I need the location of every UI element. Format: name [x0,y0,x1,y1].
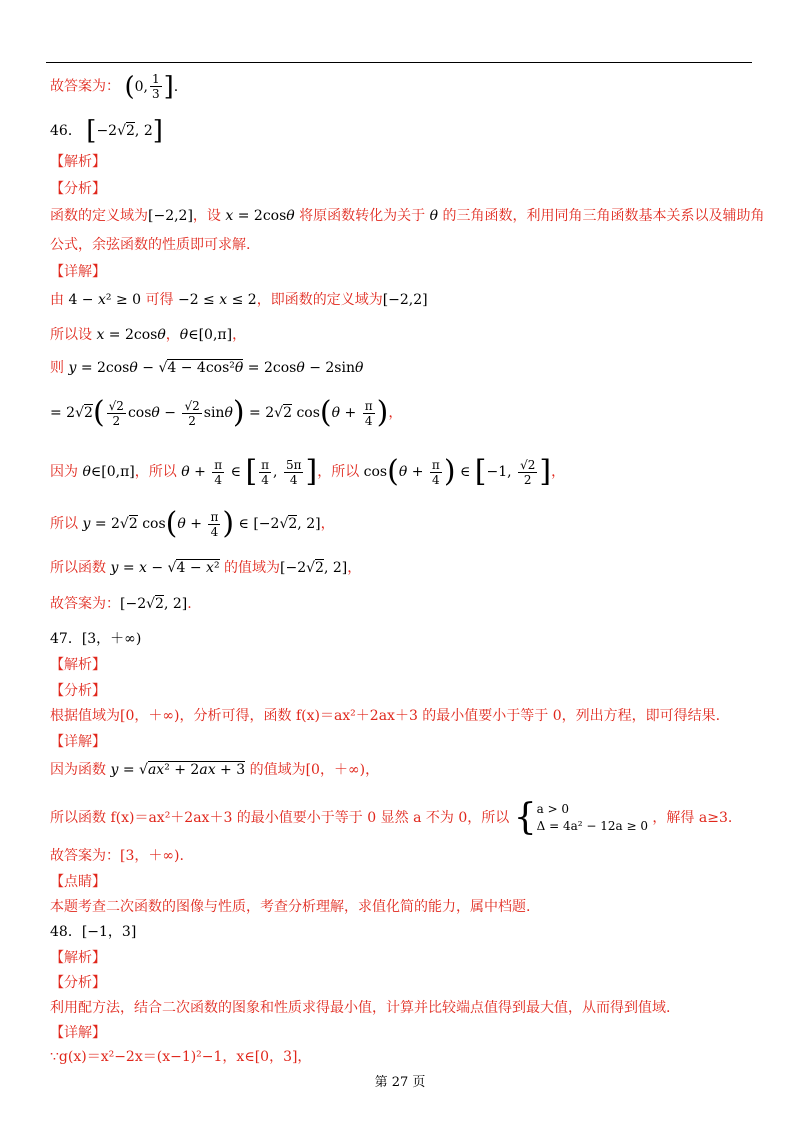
section-jiexi: 【解析】 [50,657,106,673]
section-fenxi: 【分析】 [50,975,106,991]
problem-47-heading: 47．[3，＋∞) [50,631,142,647]
answer-label: 故答案为： [50,78,120,95]
fenxi-47: 根据值域为[0，＋∞)，分析可得，函数 f(x)＝ax²＋2ax＋3 的最小值要小于等于 0，列出方程，即可得结果. [50,708,721,724]
step-46-6: 所以 y = 2√2 cos(θ + $\frac{\pi}{4}$ ) ∈ [−2√2, 2]， [50,506,335,541]
step-48-1: ∵g(x)＝x²−2x＝(x−1)²−1，x∈[0，3]， [50,1049,312,1065]
step-47-2-tail: ，解得 a≥3. [652,810,733,826]
step-46-8: 故答案为：[−2√2, 2]. [50,596,192,612]
fenxi-48: 利用配方法，结合二次函数的图象和性质求得最小值，计算并比较端点值得到最大值，从而得到值域. [50,1000,671,1016]
header-rule [46,62,752,63]
step-46-4: = 2√2( $\frac{√2}{2}$ cosθ − $\frac{√2}{2}$ sinθ) = 2√2 cos(θ + $\frac{\pi}{4}$ )， [50,395,403,430]
system-row-1: a > 0 [536,802,570,816]
system-row-2: Δ = 4a² − 12a ≥ 0 [536,819,648,833]
step-46-1: 由 4 − x² ≥ 0 可得 −2 ≤ x ≤ 2，即函数的定义域为[−2,2] [50,292,428,308]
dianjing-47: 本题考查二次函数的图像与性质，考查分析理解，求值化简的能力，属中档题. [50,899,531,915]
step-46-5: 因为 θ∈[0,π]，所以 θ + $\frac{\pi}{4}$ ∈ [ $\frac{\pi}{4}$ , $\frac{5\pi}{4}$ ]，所以 cos(θ + $\frac{\pi}{4}$ ) ∈ [−1, $\frac{√2}{2}$ ]， [50,454,566,489]
answer-45 [50,72,178,101]
answer-label: 故答案为： [50,596,120,612]
page-number: 第 27 页 [374,1075,426,1090]
fenxi-46-line2: 公式，余弦函数的性质即可求解. [50,237,251,253]
step-46-2: 所以设 x = 2cosθ，θ∈[0,π]， [50,327,247,343]
section-xiangjie: 【详解】 [50,734,106,750]
step-47-2 [50,797,733,838]
problem-46-heading [50,118,163,144]
fenxi-46-line1: 函数的定义域为[−2,2]，设 x = 2cosθ 将原函数转化为关于 θ 的三角函数，利用同角三角函数基本关系以及辅助角 [50,208,765,224]
section-fenxi: 【分析】 [50,683,106,699]
step-46-3: 则 y = 2cosθ − √4 − 4cos²θ = 2cosθ − 2sinθ [50,360,364,376]
problem-number: 46． [50,123,82,139]
answer-47: 故答案为：[3，＋∞). [50,848,184,864]
step-46-7: 所以函数 y = x − √4 − x² 的值域为[−2√2, 2]， [50,560,362,576]
problem-48-heading: 48．[−1，3] [50,924,137,940]
section-xiangjie: 【详解】 [50,1025,106,1041]
section-jiexi: 【解析】 [50,154,106,170]
answer-45-math: (0, $\frac{1}{3}$ ]. [124,71,179,102]
section-xiangjie: 【详解】 [50,264,106,280]
inequality-system: { a > 0 Δ = 4a² − 12a ≥ 0 [513,797,648,838]
section-dianjing: 【点睛】 [50,874,106,890]
section-fenxi: 【分析】 [50,181,106,197]
section-jiexi: 【解析】 [50,950,106,966]
step-47-2-text: 所以函数 f(x)＝ax²＋2ax＋3 的最小值要小于等于 0 显然 a 不为 0，所以 [50,810,510,826]
step-47-1: 因为函数 y = √ax² + 2ax + 3 的值域为[0，＋∞)， [50,762,380,778]
answer-46-math: [−2√2, 2] [86,116,163,146]
